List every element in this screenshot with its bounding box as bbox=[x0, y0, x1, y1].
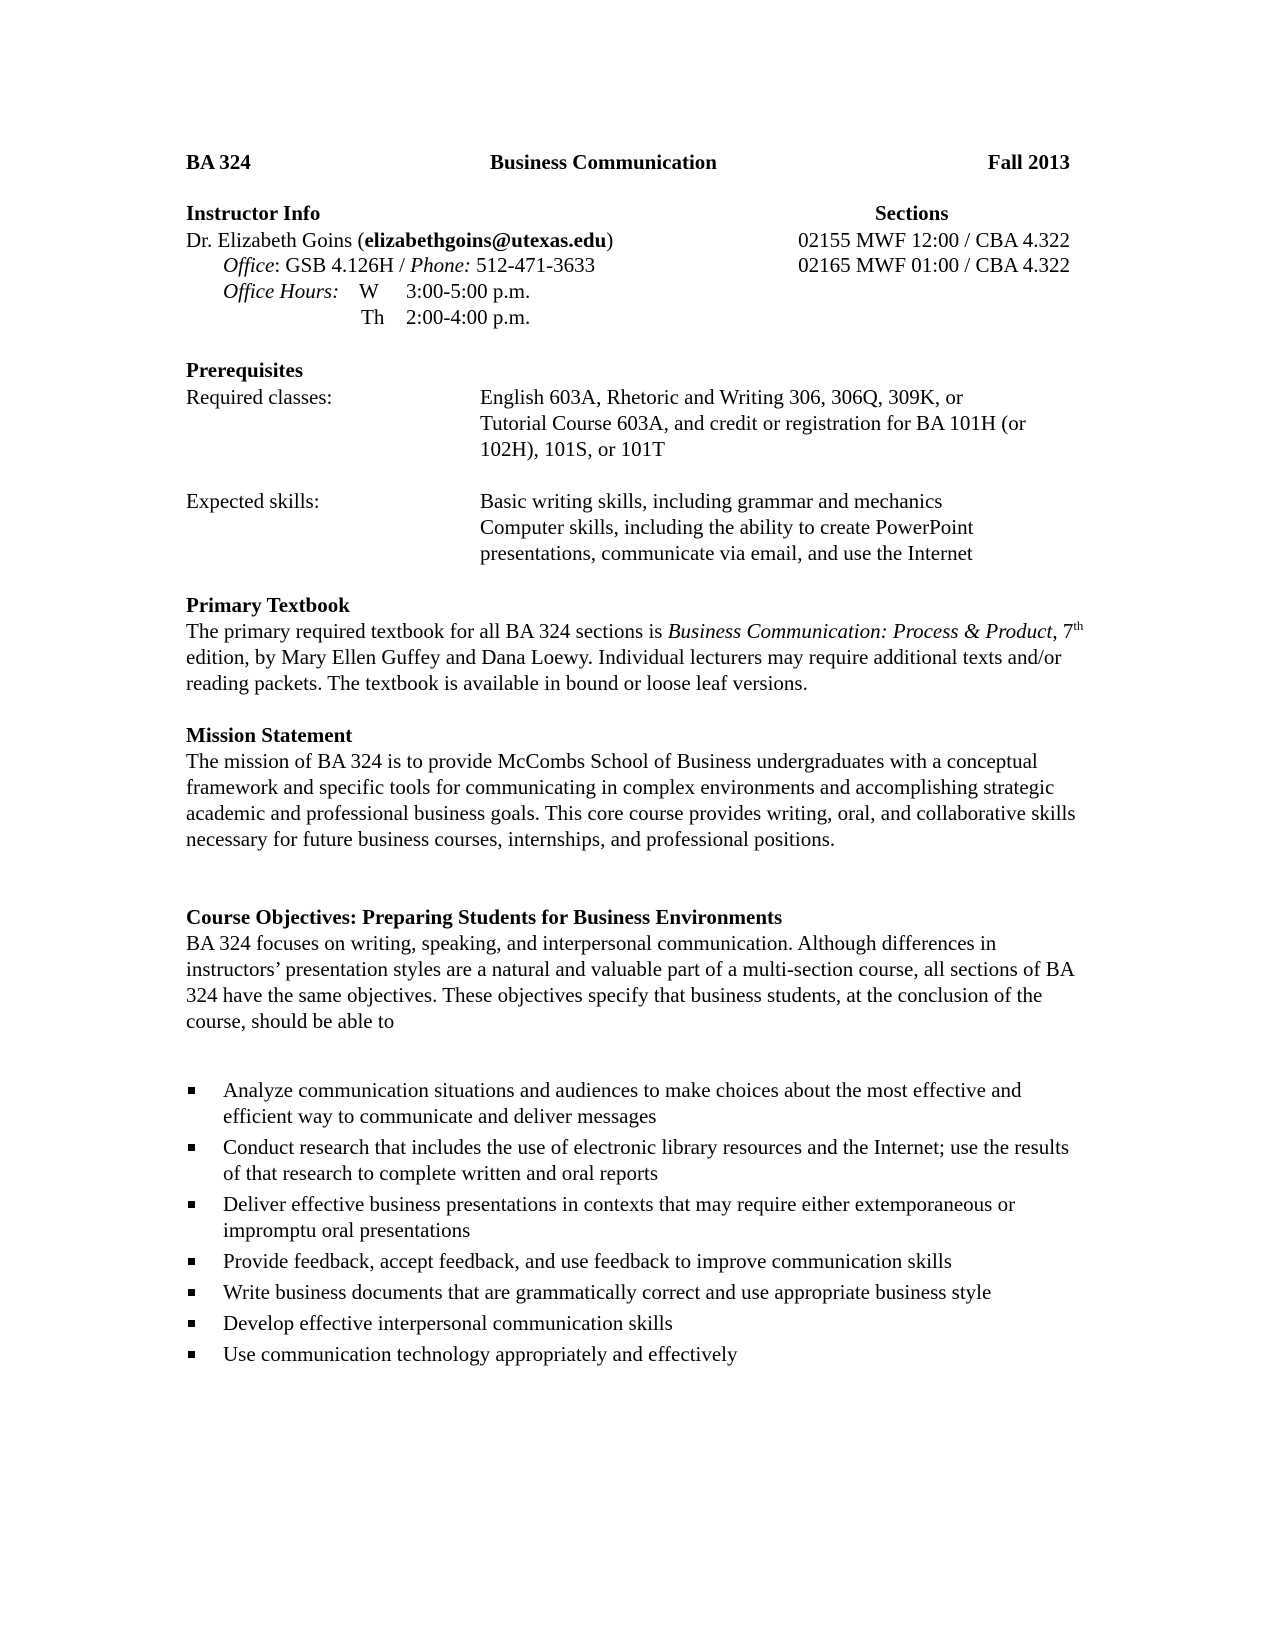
textbook-text bbox=[186, 618, 1086, 696]
bullet-square-icon bbox=[188, 1201, 195, 1208]
section-item: 02155 MWF 12:00 / CBA 4.322 bbox=[798, 228, 1070, 252]
office-hours-time: 3:00-5:00 p.m. bbox=[406, 279, 531, 303]
list-item bbox=[186, 1279, 1086, 1305]
textbook-text-part: The primary required textbook for all BA 324 sections is bbox=[186, 619, 668, 643]
bullet-square-icon bbox=[188, 1144, 195, 1151]
course-code: BA 324 bbox=[186, 150, 251, 174]
textbook-text-part: edition, by Mary Ellen Guffey and Dana Loewy. Individual lecturers may require additional texts and/or reading packets. The textbook is available in bound or loose leaf versions. bbox=[186, 645, 1062, 695]
course-term: Fall 2013 bbox=[987, 150, 1070, 174]
office-label: Office bbox=[223, 253, 275, 277]
instructor-name-line bbox=[186, 227, 613, 253]
list-item bbox=[186, 1310, 1086, 1336]
bullet-square-icon bbox=[188, 1258, 195, 1265]
section-item: 02165 MWF 01:00 / CBA 4.322 bbox=[798, 253, 1070, 277]
prerequisites-heading: Prerequisites bbox=[186, 358, 304, 382]
list-item bbox=[186, 1077, 1086, 1129]
objectives-list bbox=[186, 1077, 1086, 1372]
objective-text: Analyze communication situations and audiences to make choices about the most effective and efficient way to communicate and deliver messages bbox=[223, 1078, 1022, 1128]
textbook-heading: Primary Textbook bbox=[186, 593, 350, 617]
textbook-title: Business Communication: Process & Product bbox=[667, 619, 1053, 643]
office-hours-day: W bbox=[359, 279, 379, 303]
objective-text: Conduct research that includes the use of electronic library resources and the Internet; use the results of that research to complete written and oral reports bbox=[223, 1135, 1070, 1185]
objectives-section bbox=[186, 904, 1086, 1034]
list-item bbox=[186, 1191, 1086, 1243]
list-item bbox=[186, 1341, 1086, 1367]
objectives-heading: Course Objectives: Preparing Students for Business Environments bbox=[186, 905, 783, 929]
textbook-text-part: , 7 bbox=[1052, 619, 1074, 643]
instructor-name: Dr. Elizabeth Goins ( bbox=[186, 228, 365, 252]
phone-label: Phone: bbox=[410, 253, 471, 277]
required-classes-line: Tutorial Course 603A, and credit or registration for BA 101H (or bbox=[480, 411, 1026, 435]
instructor-email: elizabethgoins@utexas.edu bbox=[364, 228, 607, 252]
required-classes-line: English 603A, Rhetoric and Writing 306, 306Q, 309K, or bbox=[480, 385, 963, 409]
bullet-square-icon bbox=[188, 1289, 195, 1296]
bullet-square-icon bbox=[188, 1351, 195, 1358]
required-classes-line: 102H), 101S, or 101T bbox=[480, 437, 665, 461]
mission-text: The mission of BA 324 is to provide McCombs School of Business undergraduates with a conceptual framework and specific tools for communicating in complex environments and accomplishing strategic academic and professional business goals. This core course provides writing, oral, and collaborative skills necessary for future business courses, internships, and professional positions. bbox=[186, 749, 1076, 851]
objective-text: Deliver effective business presentations in contexts that may require either extemporaneous or impromptu oral presentations bbox=[223, 1192, 1016, 1242]
list-item bbox=[186, 1134, 1086, 1186]
instructor-name-suffix: ) bbox=[606, 228, 614, 252]
office-hours-time: 2:00-4:00 p.m. bbox=[406, 305, 531, 329]
instructor-heading: Instructor Info bbox=[186, 201, 321, 225]
objective-text: Provide feedback, accept feedback, and use feedback to improve communication skills bbox=[223, 1249, 952, 1273]
objectives-intro: BA 324 focuses on writing, speaking, and interpersonal communication. Although differences in instructors’ presentation styles are a natural and valuable part of a multi-section course, all sections of BA 324 have the same objectives. These objectives specify that business students, at the conclusion of the course, should be able to bbox=[186, 931, 1074, 1033]
expected-skills-line: Computer skills, including the ability to create PowerPoint bbox=[480, 515, 974, 539]
required-classes-label: Required classes: bbox=[186, 385, 333, 409]
edition-superscript: th bbox=[1073, 618, 1084, 633]
sections-heading: Sections bbox=[875, 201, 949, 225]
objective-text: Develop effective interpersonal communication skills bbox=[223, 1311, 673, 1335]
textbook-section bbox=[186, 592, 1086, 696]
list-item bbox=[186, 1248, 1086, 1274]
course-title: Business Communication bbox=[490, 150, 717, 174]
expected-skills-line: presentations, communicate via email, and use the Internet bbox=[480, 541, 973, 565]
bullet-square-icon bbox=[188, 1087, 195, 1094]
office-hours-label: Office Hours: bbox=[223, 279, 340, 303]
office-line bbox=[223, 252, 595, 278]
expected-skills-line: Basic writing skills, including grammar and mechanics bbox=[480, 489, 943, 513]
bullet-square-icon bbox=[188, 1320, 195, 1327]
expected-skills-label: Expected skills: bbox=[186, 489, 320, 513]
mission-section bbox=[186, 722, 1086, 852]
objective-text: Use communication technology appropriately and effectively bbox=[223, 1342, 738, 1366]
objective-text: Write business documents that are grammatically correct and use appropriate business style bbox=[223, 1280, 992, 1304]
mission-heading: Mission Statement bbox=[186, 723, 353, 747]
phone-value: 512-471-3633 bbox=[470, 253, 596, 277]
office-value: : GSB 4.126H / bbox=[274, 253, 411, 277]
office-hours-day: Th bbox=[361, 305, 385, 329]
